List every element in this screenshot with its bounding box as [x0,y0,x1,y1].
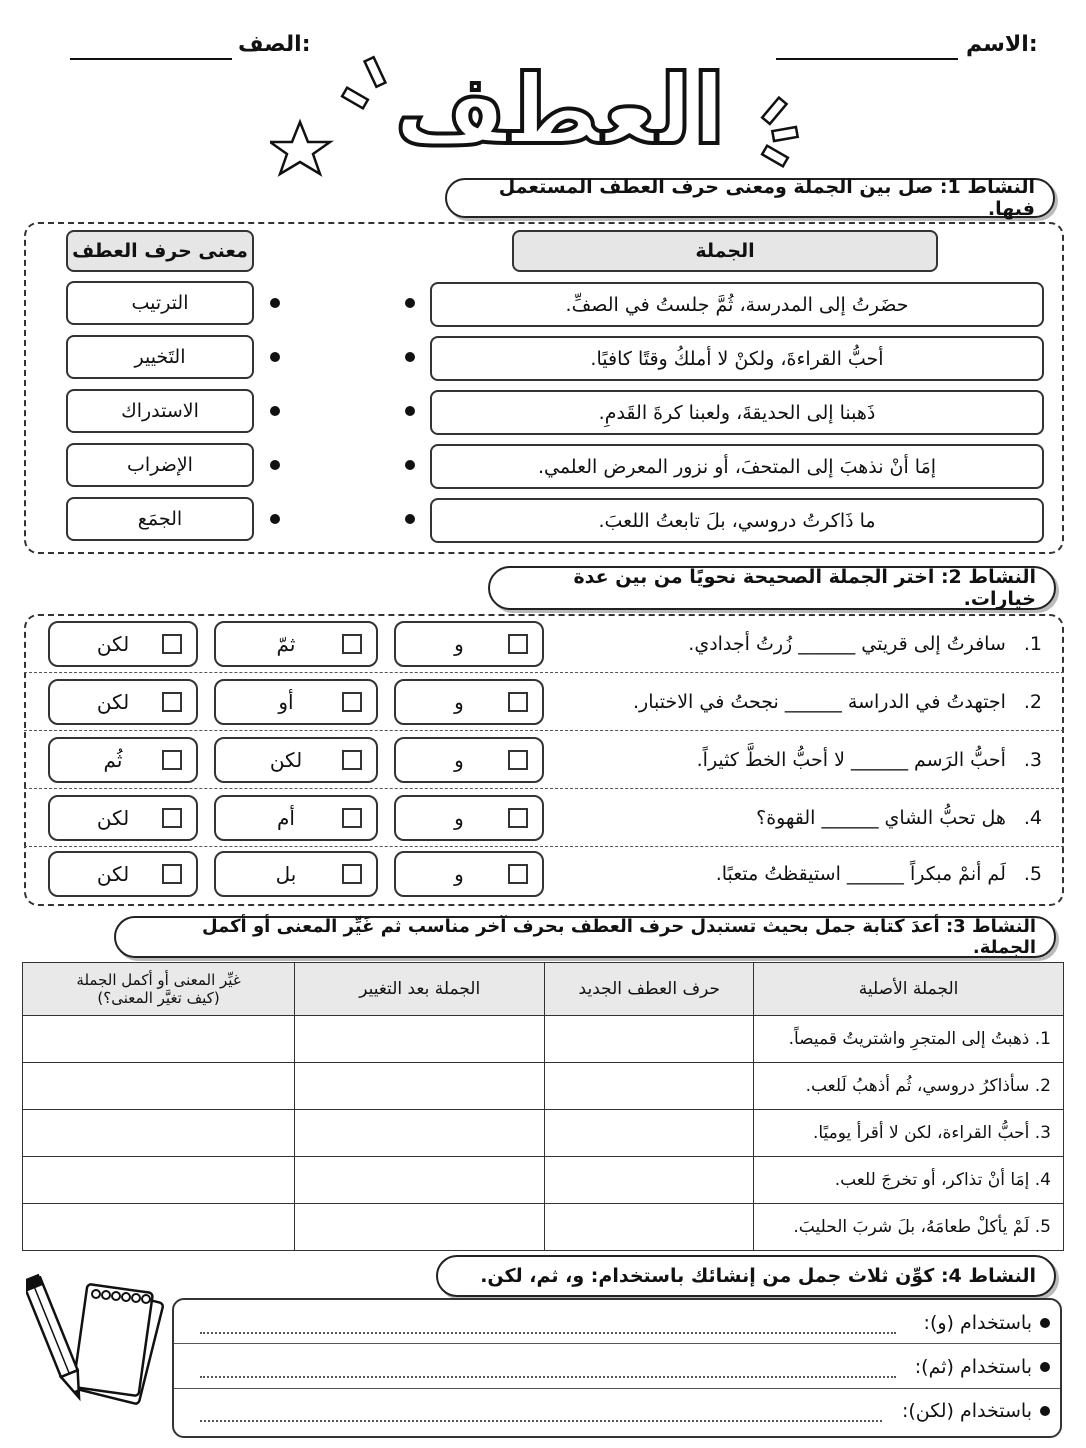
answer-cell[interactable] [545,1157,754,1204]
meaning-box: الجمَع [66,497,254,541]
col-original: الجملة الأصلية [754,963,1064,1016]
checkbox[interactable] [342,808,362,828]
checkbox[interactable] [342,750,362,770]
name-label: الاسم: [966,32,1038,57]
option-box[interactable]: لكن [48,621,198,667]
original-sentence: 4. إمَا أنْ تذاكر، أو تخرجَ للعب. [754,1157,1064,1204]
option-box[interactable]: بل [214,851,378,897]
original-sentence: 2. سأذاكرُ دروسي، ثُم أذهبُ لَلعب. [754,1063,1064,1110]
original-sentence: 3. أحبُّ القراءة، لكن لا أقرأ يوميًا. [754,1110,1064,1157]
col-after-change: الجملة بعد التغيير [295,963,545,1016]
class-label: الصف: [238,32,311,57]
item-waw: باستخدام (و): [890,1308,1050,1338]
activity3-heading: النشاط 3: أعدَ كتابة جمل بحيث تستبدل حرف العطف بحرف آخر مناسب ثم غَيِّر المعنى أو أكمل الجملة. [114,916,1056,958]
sentence-box: حضَرتُ إلى المدرسة، ثُمَّ جلستُ في الصفِّ. [430,282,1044,327]
original-sentence: 5. لَمْ يأكلْ طعامَهُ، بلَ شربَ الحليبَ. [754,1204,1064,1251]
option-box[interactable]: أو [214,679,378,725]
answer-cell[interactable] [23,1110,295,1157]
answer-cell[interactable] [295,1204,545,1251]
col-new-conjunction: حرف العطف الجديد [545,963,754,1016]
question-3: 3. أحبُّ الرَسم ______ لا أحبُّ الخطَّ كثيراً. [696,749,1042,771]
match-dot[interactable] [405,298,415,308]
match-dot[interactable] [405,514,415,524]
page-title: العطف [394,54,726,166]
match-dot[interactable] [270,514,280,524]
answer-cell[interactable] [545,1204,754,1251]
sentence-box: إمَا أنْ نذهبَ إلى المتحفَ، أو نزور المعرض العلمي. [430,444,1044,489]
spark-icon [762,98,786,124]
checkbox[interactable] [508,692,528,712]
answer-cell[interactable] [23,1204,295,1251]
answer-cell[interactable] [23,1016,295,1063]
option-box[interactable]: ثُم [48,737,198,783]
meaning-column-header: معنى حرف العطف [66,230,254,272]
spark-icon [772,127,797,141]
checkbox[interactable] [342,692,362,712]
checkbox[interactable] [508,808,528,828]
match-dot[interactable] [405,460,415,470]
meaning-box: الاستدراك [66,389,254,433]
checkbox[interactable] [162,634,182,654]
meaning-box: التَخيير [66,335,254,379]
answer-cell[interactable] [295,1157,545,1204]
checkbox[interactable] [162,692,182,712]
option-box[interactable]: لكن [48,851,198,897]
question-1: 1. سافرتُ إلى قريتي ______ زُرتُ أجدادي. [688,633,1042,655]
answer-line[interactable] [200,1332,896,1334]
match-dot[interactable] [270,406,280,416]
sentence-box: ما ذَاكرتُ دروسي، بلَ تابعتُ اللعبَ. [430,498,1044,543]
checkbox[interactable] [162,750,182,770]
option-box[interactable]: و [394,851,544,897]
answer-cell[interactable] [545,1016,754,1063]
meaning-box: الإضراب [66,443,254,487]
notebook-pencil-icon [26,1268,166,1418]
option-box[interactable]: لكن [214,737,378,783]
option-box[interactable]: أم [214,795,378,841]
option-box[interactable]: لكن [48,795,198,841]
answer-line[interactable] [200,1376,896,1378]
checkbox[interactable] [508,634,528,654]
col-meaning-change: غيِّر المعنى أو أكمل الجملة (كيف تغيَّر المعنى؟) [23,963,295,1016]
answer-cell[interactable] [545,1110,754,1157]
sentence-box: ذَهبنا إلى الحديقةَ، ولعبنا كرةَ القَدمِ. [430,390,1044,435]
meaning-box: الترتيب [66,281,254,325]
spark-icon [342,88,368,109]
activity2-heading: النشاط 2: اختر الجملة الصحيحة نحويًا من بين عدة خيارات. [488,566,1056,610]
answer-cell[interactable] [23,1063,295,1110]
answer-cell[interactable] [295,1063,545,1110]
checkbox[interactable] [508,750,528,770]
question-5: 5. لَم أنمْ مبكراً ______ استيقظتُ متعبًا. [715,863,1042,885]
match-dot[interactable] [405,352,415,362]
checkbox[interactable] [162,808,182,828]
checkbox[interactable] [508,864,528,884]
star-icon [270,122,330,174]
activity1-heading: النشاط 1: صل بين الجملة ومعنى حرف العطف المستعمل فيها. [445,178,1055,218]
checkbox[interactable] [162,864,182,884]
option-box[interactable]: و [394,679,544,725]
option-box[interactable]: و [394,737,544,783]
option-box[interactable]: و [394,795,544,841]
match-dot[interactable] [270,352,280,362]
question-4: 4. هل تحبُّ الشاي ______ القهوة؟ [756,807,1042,829]
option-box[interactable]: ثمّ [214,621,378,667]
answer-cell[interactable] [23,1157,295,1204]
sentence-column-header: الجملة [512,230,938,272]
checkbox[interactable] [342,864,362,884]
match-dot[interactable] [405,406,415,416]
answer-cell[interactable] [295,1016,545,1063]
spark-icon [762,146,788,167]
original-sentence: 1. ذهبتُ إلى المتجرِ واشتريتُ قميصاً. [754,1016,1064,1063]
question-2: 2. اجتهدتُ في الدراسة ______ نجحتُ في الاختبار. [633,691,1042,713]
item-thumma: باستخدام (ثم): [890,1352,1050,1382]
option-box[interactable]: و [394,621,544,667]
match-dot[interactable] [270,460,280,470]
class-field[interactable] [70,58,232,60]
activity4-heading: النشاط 4: كوِّن ثلاث جمل من إنشائك باستخدام: و، ثم، لكن. [436,1255,1056,1297]
answer-line[interactable] [200,1420,882,1422]
answer-cell[interactable] [295,1110,545,1157]
checkbox[interactable] [342,634,362,654]
item-lakin: باستخدام (لكن): [880,1396,1050,1426]
activity3-table [22,962,1064,1251]
option-box[interactable]: لكن [48,679,198,725]
answer-cell[interactable] [545,1063,754,1110]
match-dot[interactable] [270,298,280,308]
sentence-box: أحبُّ القراءةَ، ولكنْ لا أملكُ وقتًا كافيًا. [430,336,1044,381]
